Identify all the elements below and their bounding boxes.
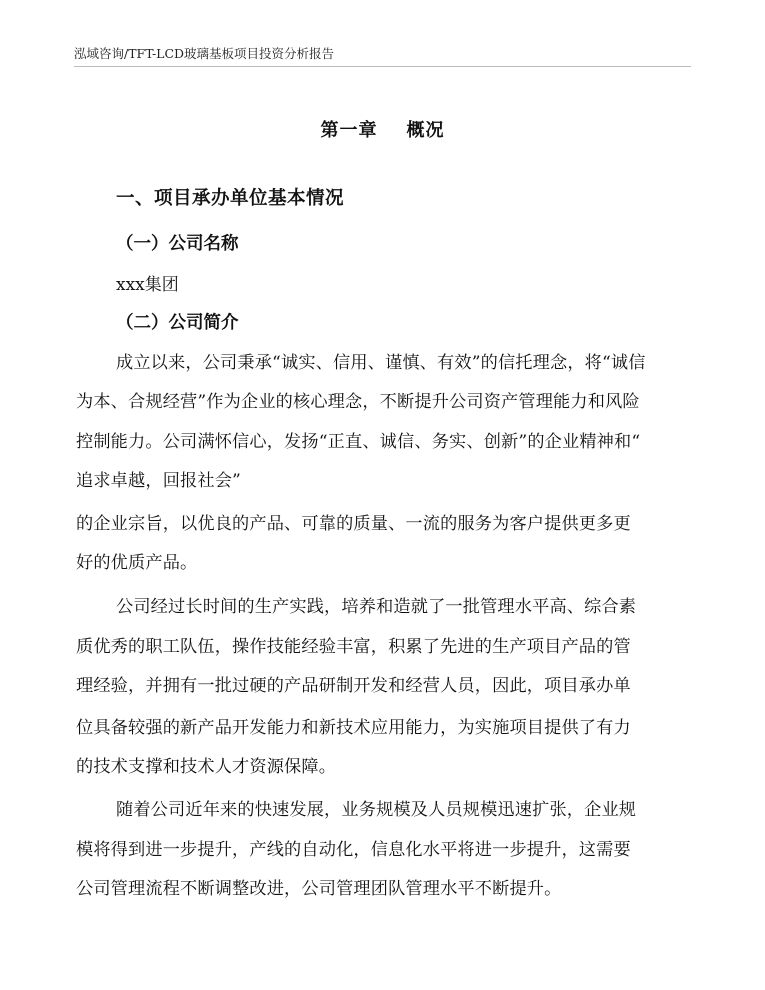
- paragraph-line: 的技术支撑和技术人才资源保障。: [76, 757, 337, 777]
- paragraph-line: 公司经过长时间的生产实践，培养和造就了一批管理水平高、综合素: [116, 597, 637, 617]
- paragraph-line: 理经验，并拥有一批过硬的产品研制开发和经营人员，因此，项目承办单: [76, 676, 631, 696]
- chapter-title: 第一章 概况: [320, 120, 445, 141]
- section-heading: 一、项目承办单位基本情况: [116, 188, 345, 209]
- paragraph-line: 的企业宗旨，以优良的产品、可靠的质量、一流的服务为客户提供更多更: [76, 514, 631, 534]
- subsection-heading-company-name: （一）公司名称: [116, 234, 239, 254]
- paragraph-line: 控制能力。公司满怀信心，发扬“正直、诚信、务实、创新”的企业精神和“: [76, 432, 641, 452]
- paragraph-line: 质优秀的职工队伍，操作技能经验丰富，积累了先进的生产项目产品的管: [76, 637, 631, 657]
- company-name-value: xxx集团: [116, 275, 179, 295]
- subsection-heading-company-profile: （二）公司简介: [116, 313, 239, 333]
- paragraph-line: 好的优质产品。: [76, 553, 198, 573]
- paragraph-line: 随着公司近年来的快速发展，业务规模及人员规模迅速扩张，企业规: [116, 800, 637, 820]
- paragraph-line: 公司管理流程不断调整改进，公司管理团队管理水平不断提升。: [76, 879, 562, 899]
- running-header: 泓域咨询/TFT-LCD玻璃基板项目投资分析报告: [74, 46, 335, 61]
- paragraph-line: 位具备较强的新产品开发能力和新技术应用能力，为实施项目提供了有力: [76, 718, 631, 738]
- paragraph-line: 成立以来，公司秉承“诚实、信用、谨慎、有效”的信托理念，将“诚信: [116, 353, 646, 373]
- paragraph-line: 模将得到进一步提升，产线的自动化，信息化水平将进一步提升，这需要: [76, 840, 631, 860]
- paragraph-line: 为本、合规经营”作为企业的核心理念，不断提升公司资产管理能力和风险: [76, 392, 640, 412]
- header-divider: [74, 66, 691, 67]
- paragraph-line: 追求卓越，回报社会”: [76, 471, 241, 491]
